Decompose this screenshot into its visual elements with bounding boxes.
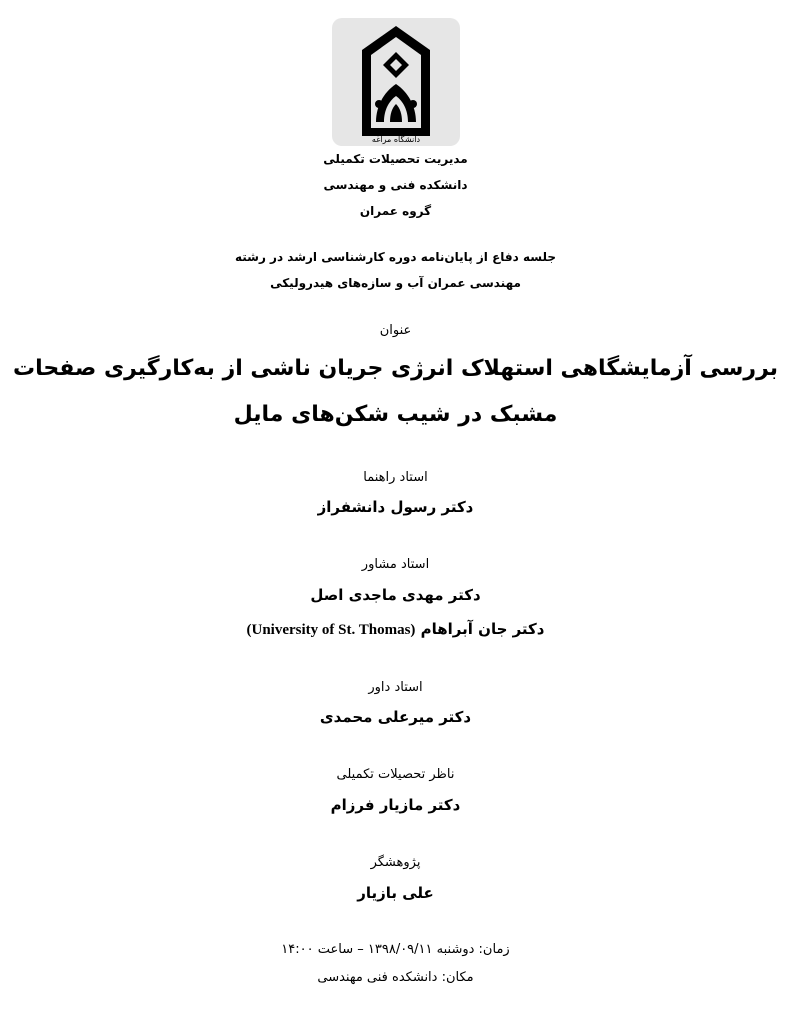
- advisor-label: استاد مشاور: [361, 557, 430, 572]
- title-label: عنوان: [379, 323, 412, 338]
- observer-name: دکتر مازیار فرزام: [330, 796, 461, 814]
- referee-name: دکتر میرعلی محمدی: [319, 708, 472, 726]
- session-description-line2: مهندسی عمران آب و سازه‌های هیدرولیکی: [270, 276, 521, 290]
- logo-caption: دانشگاه مراغه: [371, 135, 421, 144]
- session-time: زمان: دوشنبه ۱۳۹۸/۰۹/۱۱ – ساعت ۱۴:۰۰: [281, 942, 510, 957]
- advisor-name-2-row: [0, 620, 791, 639]
- graduate-office: مدیریت تحصیلات تکمیلی: [323, 152, 468, 166]
- university-logo: [332, 18, 460, 146]
- faculty-name: دانشکده فنی و مهندسی: [323, 178, 468, 192]
- session-place: مکان: دانشکده فنی مهندسی: [317, 970, 474, 985]
- supervisor-label: استاد راهنما: [363, 470, 428, 485]
- advisor-name-1: دکتر مهدی ماجدی اصل: [310, 586, 481, 604]
- advisor-affiliation: (University of St. Thomas): [246, 622, 416, 638]
- university-emblem-icon: [332, 18, 460, 146]
- advisor-name-2: دکتر جان آبراهام: [420, 620, 545, 638]
- researcher-name: علی بازیار: [357, 884, 434, 902]
- observer-label: ناظر تحصیلات تکمیلی: [336, 767, 455, 782]
- researcher-label: پژوهشگر: [370, 855, 421, 870]
- session-description-line1: جلسه دفاع از پایان‌نامه دوره کارشناسی ارشد در رشته: [234, 250, 557, 264]
- department-name: گروه عمران: [359, 204, 432, 218]
- thesis-title-line2: مشبک در شیب شکن‌های مایل: [233, 402, 558, 427]
- referee-label: استاد داور: [368, 680, 423, 695]
- thesis-title-line1: بررسی آزمایشگاهی استهلاک انرژی جریان ناشی از به‌کارگیری صفحات: [12, 356, 779, 381]
- supervisor-name: دکتر رسول دانشفراز: [317, 498, 474, 516]
